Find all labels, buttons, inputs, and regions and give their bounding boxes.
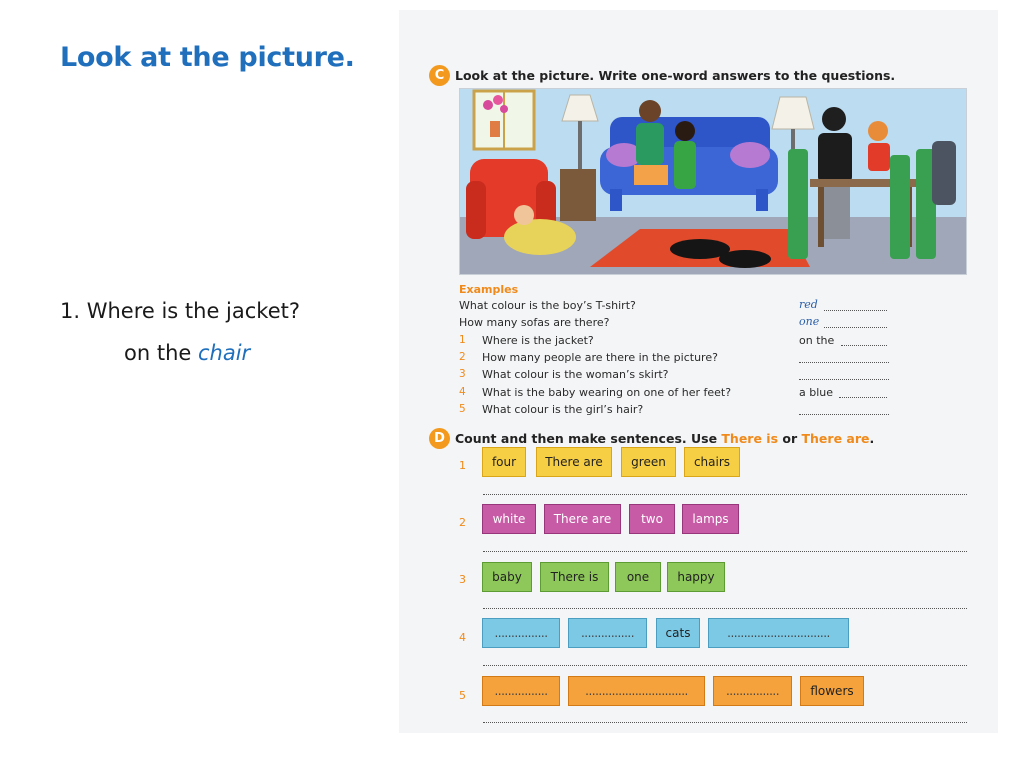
question-text: What is the baby wearing on one of her feet? xyxy=(482,386,732,399)
word-card: cats xyxy=(656,618,700,648)
answer-dots xyxy=(841,345,887,346)
word-card: green xyxy=(621,447,676,477)
word-card: ................ xyxy=(713,676,792,706)
question-number: 2 xyxy=(459,351,466,363)
word-card: four xyxy=(482,447,526,477)
example-question: How many sofas are there? xyxy=(459,316,610,329)
question-number: 1 xyxy=(459,334,466,346)
word-card: There are xyxy=(544,504,621,534)
example-row xyxy=(459,316,899,332)
row-number: 2 xyxy=(459,516,466,529)
answer-line xyxy=(483,551,967,552)
question-text: What colour is the girl’s hair? xyxy=(482,403,644,416)
word-card: ............................... xyxy=(708,618,849,648)
example-question: What colour is the boy’s T-shirt? xyxy=(459,299,636,312)
question-text: 1. Where is the jacket? xyxy=(60,299,301,323)
section-d-heading xyxy=(429,428,874,449)
answer-dots xyxy=(824,310,887,311)
word-card: There is xyxy=(540,562,609,592)
question-row xyxy=(459,403,899,419)
worksheet-page xyxy=(399,10,998,733)
word-card: ............................... xyxy=(568,676,705,706)
question-row xyxy=(459,368,899,384)
question-number: 3 xyxy=(459,368,466,380)
example-answer: red xyxy=(799,298,818,311)
word-card: There are xyxy=(536,447,612,477)
answer-line xyxy=(483,494,967,495)
row-number: 4 xyxy=(459,631,466,644)
word-card: lamps xyxy=(682,504,739,534)
slide-title: Look at the picture. xyxy=(60,42,355,73)
word-card: ................ xyxy=(482,676,560,706)
row-number: 3 xyxy=(459,573,466,586)
question-text: How many people are there in the picture? xyxy=(482,351,718,364)
row-number: 5 xyxy=(459,689,466,702)
example-row xyxy=(459,299,899,315)
question-answer: on the xyxy=(799,334,835,347)
section-d-badge: D xyxy=(429,428,450,449)
answer-dots xyxy=(799,362,889,363)
example-answer: one xyxy=(799,315,820,328)
row-number: 1 xyxy=(459,459,466,472)
question-text: Where is the jacket? xyxy=(482,334,594,347)
answer-prefix: on the xyxy=(124,341,198,365)
question-number: 5 xyxy=(459,403,466,415)
section-d-instruction: Count and then make sentences. Use There is or There are. xyxy=(455,431,875,446)
word-card: flowers xyxy=(800,676,864,706)
section-c-heading xyxy=(429,65,895,86)
answer-text xyxy=(124,341,250,365)
word-card: one xyxy=(615,562,661,592)
answer-line xyxy=(483,608,967,609)
answer-dots xyxy=(824,327,887,328)
word-card: ................ xyxy=(568,618,647,648)
answer-line xyxy=(483,722,967,723)
living-room-drawing xyxy=(460,89,967,275)
word-card: two xyxy=(629,504,675,534)
word-card: baby xyxy=(482,562,532,592)
word-card: chairs xyxy=(684,447,740,477)
section-c-badge: C xyxy=(429,65,450,86)
examples-label: Examples xyxy=(459,283,519,296)
question-answer: a blue xyxy=(799,386,834,399)
word-card: happy xyxy=(667,562,725,592)
answer-line xyxy=(483,665,967,666)
answer-dots xyxy=(839,397,887,398)
answer-dots xyxy=(799,414,889,415)
question-text: What colour is the woman’s skirt? xyxy=(482,368,669,381)
question-row xyxy=(459,351,899,367)
answer-word: chair xyxy=(197,341,251,365)
living-room-illustration xyxy=(459,88,967,275)
question-row xyxy=(459,386,899,402)
word-card: ................ xyxy=(482,618,560,648)
question-number: 4 xyxy=(459,386,466,398)
answer-dots xyxy=(799,379,889,380)
question-row xyxy=(459,334,899,350)
word-card: white xyxy=(482,504,536,534)
section-c-instruction: Look at the picture. Write one-word answers to the questions. xyxy=(455,68,896,83)
